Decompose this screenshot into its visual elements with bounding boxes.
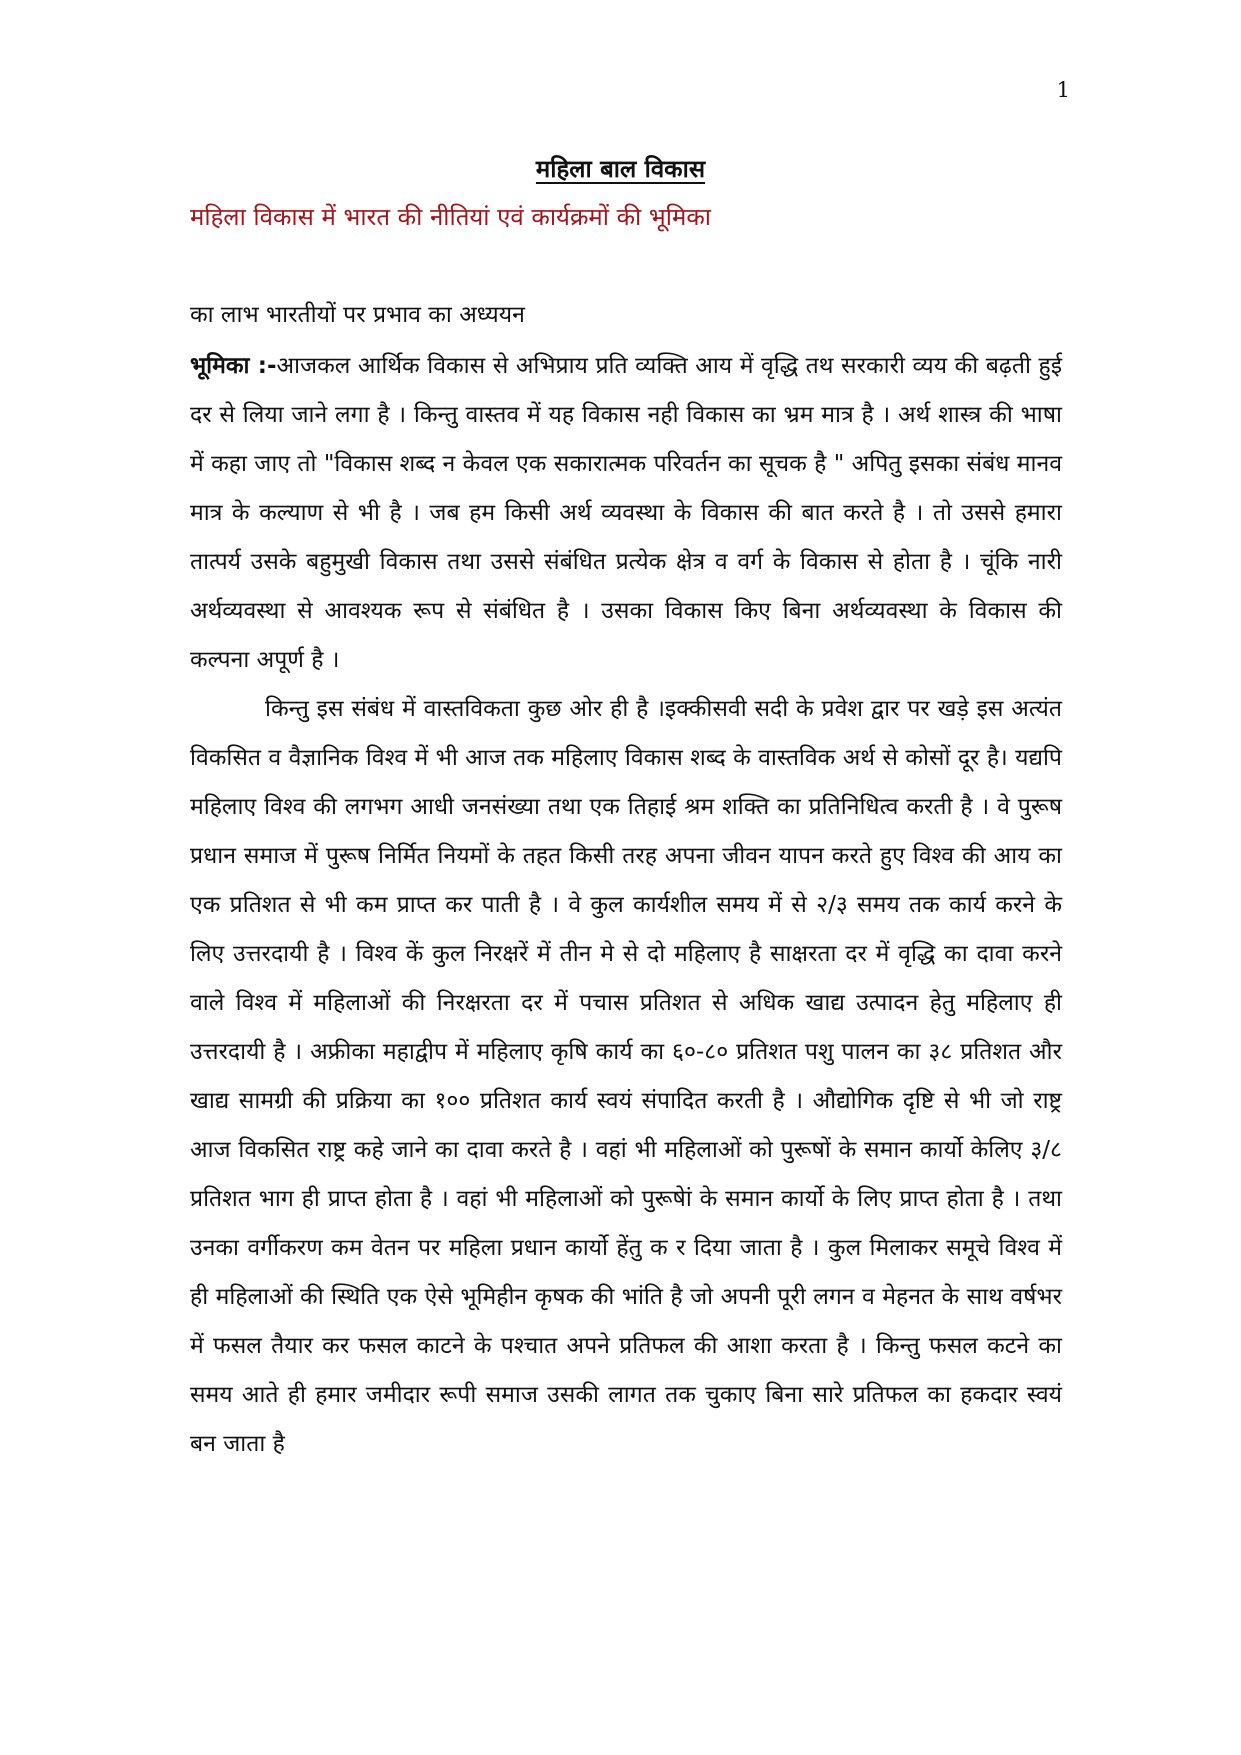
- document-title: महिला बाल विकास: [535, 155, 706, 183]
- page-number: 1: [1056, 78, 1070, 102]
- study-line: का लाभ भारतीयों पर प्रभाव का अध्ययन: [190, 302, 525, 328]
- intro-text: आजकल आर्थिक विकास से अभिप्राय प्रति व्यक्ति आय में वृद्धि तथ सरकारी व्यय की बढ़ती हुई दर से लिया जाने लगा है । किन्तु वास्तव में यह विकास नही विकास का भ्रम मात्र है । अर्थ शास्त्र की भाषा में कहा जाए तो "विकास शब्द न केवल एक सकारात्मक परिवर्तन का सूचक है " अपितु इसका संबंध मानव मात्र के कल्याण से भी है । जब हम किसी अर्थ व्यवस्था के विकास की बात करते है । तो उससे हमारा तात्पर्य उसके बहुमुखी विकास तथा उससे संबंधित प्रत्येक क्षेत्र व वर्ग के विकास से होता है । चूंकि नारी अर्थव्यवस्था से आवश्यक रूप से संबंधित है । उसका विकास किए बिना अर्थव्यवस्था के विकास की कल्पना अपूर्ण है ।: [190, 353, 1062, 673]
- document-body: [190, 342, 1062, 1469]
- document-subtitle: महिला विकास में भारत की नीतियां एवं कार्यक्रमों की भूमिका: [190, 203, 711, 231]
- intro-label: भूमिका :-: [190, 353, 277, 379]
- intro-paragraph: [190, 342, 1062, 685]
- body-paragraph-2: किन्तु इस संबंध में वास्तविकता कुछ ओर ही है ।इक्कीसवी सदी के प्रवेश द्वार पर खड़े इस अत्यंत विकसित व वैज्ञानिक विश्व में भी आज तक महिलाए विकास शब्द के वास्तविक अर्थ से कोसों दूर है। यद्यपि महिलाए विश्व की लगभग आधी जनसंख्या तथा एक तिहाई श्रम शक्ति का प्रतिनिधित्व करती है । वे पुरूष प्रधान समाज में पुरूष निर्मित नियमों के तहत किसी तरह अपना जीवन यापन करते हुए विश्व की आय का एक प्रतिशत से भी कम प्राप्त कर पाती है । वे कुल कार्यशील समय में से २/३ समय तक कार्य करने के लिए उत्तरदायी है । विश्व कें कुल निरक्षरें में तीन मे से दो महिलाए है साक्षरता दर में वृद्धि का दावा करने वाले विश्व में महिलाओं की निरक्षरता दर में पचास प्रतिशत से अधिक खाद्य उत्पादन हेतु महिलाए ही उत्तरदायी है । अफ्रीका महाद्वीप में महिलाए कृषि कार्य का ६०-८० प्रतिशत पशु पालन का ३८ प्रतिशत और खाद्य सामग्री की प्रक्रिया का १०० प्रतिशत कार्य स्वयं संपादित करती है । औद्योगिक दृष्टि से भी जो राष्ट्र आज विकसित राष्ट्र कहे जाने का दावा करते है । वहां भी महिलाओं को पुरूषों के समान कार्यो केलिए ३/८ प्रतिशत भाग ही प्राप्त होता है । वहां भी महिलाओं को पुरूषेां के समान कार्यो के लिए प्राप्त होता है । तथा उनका वर्गीकरण कम वेतन पर महिला प्रधान कार्यो हेंतु क र दिया जाता है । कुल मिलाकर समूचे विश्व में ही महिलाओं की स्थिति एक ऐसे भूमिहीन कृषक की भांति है जो अपनी पूरी लगन व मेहनत के साथ वर्षभर में फसल तैयार कर फसल काटने के पश्चात अपने प्रतिफल की आशा करता है । किन्तु फसल कटने का समय आते ही हमार जमीदार रूपी समाज उसकी लागत तक चुकाए बिना सारे प्रतिफल का हकदार स्वयं बन जाता है: [190, 696, 1062, 1457]
